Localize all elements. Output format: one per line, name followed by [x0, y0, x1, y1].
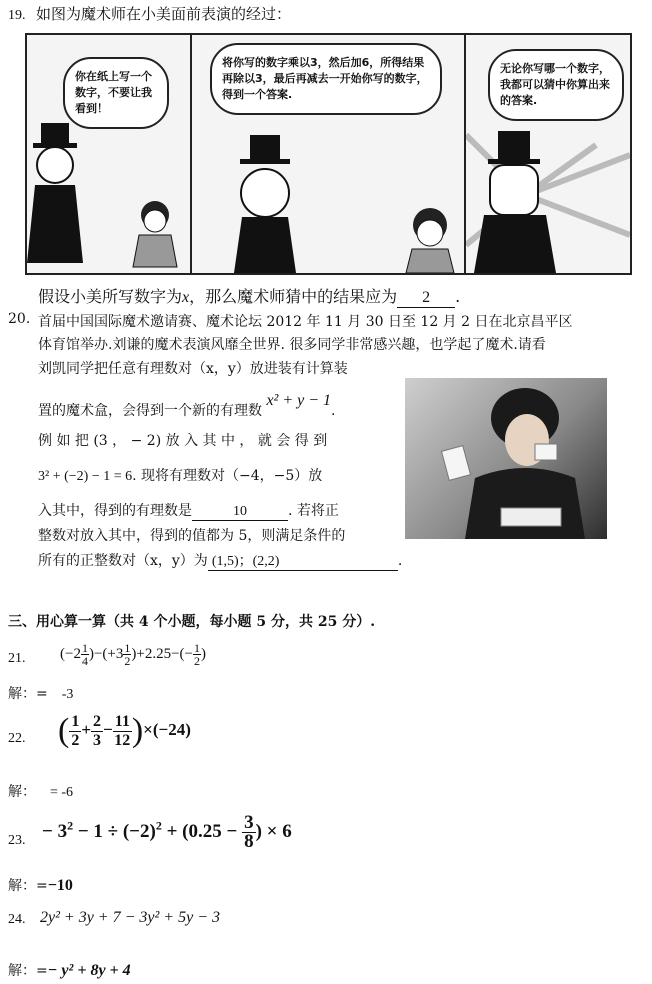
q20-line-8: 整数对放入其中，得到的值都为 5，则满足条件的	[38, 528, 346, 544]
q22-number: 22.	[8, 731, 26, 746]
q22-solution: 解： = -6	[8, 784, 74, 800]
q24-expression: 2y² + 3y + 7 − 3y² + 5y − 3	[40, 909, 220, 926]
magician-photo-illustration	[405, 378, 607, 539]
comic-panel-3	[466, 35, 630, 273]
q20-line-7: 入其中，得到的有理数是 10 . 若将正	[38, 503, 339, 519]
q20-line-6: 3² + (−2) − 1 = 6. 现将有理数对（−4，−5）放	[38, 468, 323, 484]
magician-figure-2	[192, 35, 464, 273]
q20-line-2: 体育馆举办.刘谦的魔术表演风靡全世界. 很多同学非常感兴趣，也学起了魔术.请看	[38, 337, 546, 353]
q20-line-4: 置的魔术盒，会得到一个新的有理数 x² + y − 1.	[38, 392, 336, 419]
q21-number: 21.	[8, 651, 26, 666]
comic-panel-1	[27, 35, 192, 273]
q23-expression: − $3^2 - 1 \div (-2)^2 + (0.25$ − $\frac{3}{8}$ ) × 6	[42, 812, 292, 852]
magician-photo	[405, 378, 607, 539]
speech-bubble-2: 将你写的数字乘以3，然后加6，所得结果再除以3，最后再减去一开始你写的数字，得到一个答案.	[210, 43, 442, 115]
q19-stem: 19. 如图为魔术师在小美面前表演的经过：	[8, 5, 291, 23]
q20-line-1: 首届中国国际魔术邀请赛、魔术论坛 2012 年 11 月 30 日至 12 月 2 日在北京昌平区	[38, 314, 573, 330]
q24-number: 24.	[8, 912, 26, 927]
q21-expression: (−2 $\frac{1}{4}$ )−(+3 $\frac{1}{2}$ )+2.25−(− $\frac{1}{2}$ )	[60, 641, 207, 668]
comic-panel-2	[192, 35, 466, 273]
q20-answer-1: 10	[192, 504, 288, 521]
q24-solution: 解：=− y² + 8y + 4	[8, 962, 131, 979]
speech-bubble-3: 无论你写哪一个数字，我都可以猜中你算出来的答案.	[488, 49, 624, 121]
magician-figure-1	[27, 35, 190, 273]
speech-bubble-1: 你在纸上写一个数字，不要让我看到！	[63, 57, 169, 129]
magic-box-expression: x² + y − 1	[266, 392, 332, 409]
q20-line-5: 例 如 把 (3 ， − 2) 放 入 其 中 ， 就 会 得 到	[38, 433, 328, 449]
comic-strip	[25, 33, 632, 275]
q20-line-3: 刘凯同学把任意有理数对（x，y）放进装有计算装	[38, 361, 348, 377]
q21-solution: 解：= -3	[8, 686, 74, 702]
section-3-title: 三、用心算一算（共 4 个小题，每小题 5 分，共 25 分）.	[8, 614, 376, 630]
q23-solution: 解：=−10	[8, 877, 73, 894]
q19-answer: 2	[397, 289, 455, 308]
example-expression: 3² + (−2) − 1 = 6	[38, 469, 133, 484]
q20-number: 20.	[8, 311, 31, 327]
q22-expression: ( $\frac{1}{2}$ + $\frac{2}{3}$ − $\frac{11}{12}$ )×(−24)	[58, 712, 191, 749]
q23-number: 23.	[8, 833, 26, 848]
q19-question: 假设小美所写数字为x，那么魔术师猜中的结果应为 2 .	[38, 287, 461, 306]
q20-answer-2: (1,5)；(2,2)	[208, 550, 398, 571]
q20-line-9: 所有的正整数对（x，y）为 (1,5)；(2,2) .	[38, 550, 402, 571]
